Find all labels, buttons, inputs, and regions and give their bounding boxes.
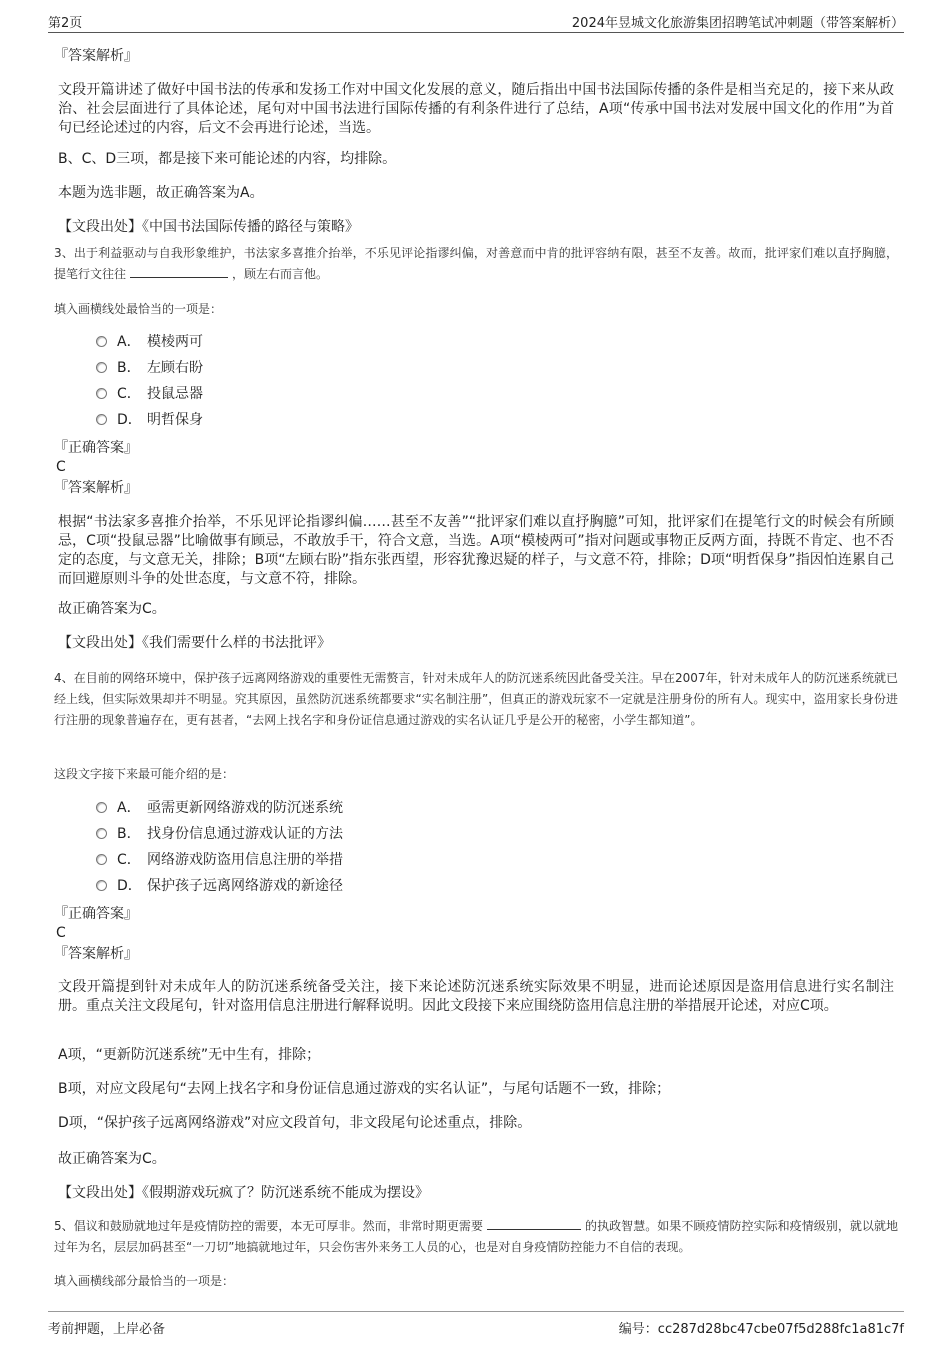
analysis-paragraph: 文段开篇讲述了做好中国书法的传承和发扬工作对中国文化发展的意义，随后指出中国书法国际传播的条件是相当充足的，接下来从政治、社会层面进行了具体论述，尾句对中国书法进行国际传播的有利条件进行了总结，A项“传承中国书法对发展中国文化的作用”为首句已经论述过的内容，后文不会再进行论述，当选。 — [58, 82, 894, 136]
analysis-paragraph: B、C、D三项，都是接下来可能论述的内容，均排除。 — [58, 151, 397, 167]
stem-text: 的执政智慧。如果不顾疫情防控实际和疫情级别，就以就地过年为名，层层加码甚至“一刀切”地搞就地过年，只会伤害外来务工人员的心，也是对自身疫情防控能力不自信的表现。 — [54, 1219, 898, 1254]
analysis-paragraph: 文段开篇提到针对未成年人的防沉迷系统备受关注，接下来论述防沉迷系统实际效果不明显，进而论述原因是盗用信息进行实名制注册。重点关注文段尾句，针对盗用信息注册进行解释说明。因此文段接下来应围绕防盗用信息注册的举措展开论述，对应C项。 — [58, 979, 894, 1014]
stem-text: 5、倡议和鼓励就地过年是疫情防控的需要，本无可厚非。然而，非常时期更需要 — [54, 1219, 483, 1233]
option-letter: A． — [117, 334, 141, 350]
page-number: 第2页 — [48, 16, 83, 31]
fill-blank — [487, 1217, 581, 1230]
analysis-paragraph: 故正确答案为C。 — [58, 1151, 166, 1167]
option-b[interactable] — [96, 824, 343, 844]
answer-label: 『正确答案』 — [54, 906, 138, 922]
option-text: 找身份信息通过游戏认证的方法 — [147, 826, 343, 842]
analysis-paragraph: B项，对应文段尾句“去网上找名字和身份证信息通过游戏的实名认证”，与尾句话题不一致，排除； — [58, 1081, 671, 1097]
analysis-paragraph: 本题为选非题，故正确答案为A。 — [58, 185, 264, 201]
option-d[interactable] — [96, 410, 203, 430]
source-citation: 【文段出处】《我们需要什么样的书法批评》 — [58, 635, 331, 651]
question-stem — [54, 1216, 898, 1258]
document-title: 2024年昱城文化旅游集团招聘笔试冲刺题（带答案解析） — [571, 16, 904, 31]
option-letter: D． — [117, 412, 142, 428]
analysis-paragraph: D项，“保护孩子远离网络游戏”对应文段首句，非文段尾句论述重点，排除。 — [58, 1115, 532, 1131]
page-header — [48, 8, 904, 33]
radio-button[interactable] — [96, 388, 107, 399]
option-letter: C． — [117, 386, 141, 402]
option-text: 明哲保身 — [147, 412, 203, 428]
correct-answer: C — [56, 459, 66, 475]
question-prompt: 这段文字接下来最可能介绍的是： — [54, 767, 235, 781]
option-c[interactable] — [96, 850, 343, 870]
analysis-label: 『答案解析』 — [54, 480, 138, 496]
option-letter: B． — [117, 826, 141, 842]
option-text: 投鼠忌器 — [147, 386, 203, 402]
footer-slogan: 考前押题，上岸必备 — [48, 1322, 166, 1337]
question-prompt: 填入画横线部分最恰当的一项是： — [54, 1274, 235, 1288]
radio-button[interactable] — [96, 828, 107, 839]
option-text: 模棱两可 — [147, 334, 203, 350]
option-letter: B． — [117, 360, 141, 376]
stem-text: 3、出于利益驱动与自我形象维护，书法家多喜推介抬举，不乐见评论指谬纠偏，对善意而中肯的批评容纳有限，甚至不友善。故而，批评家们难以直抒胸臆，提笔行文往往 — [54, 246, 898, 281]
page-footer — [48, 1311, 904, 1340]
correct-answer: C — [56, 925, 66, 941]
option-a[interactable] — [96, 798, 343, 818]
option-b[interactable] — [96, 358, 203, 378]
analysis-paragraph: A项，“更新防沉迷系统”无中生有，排除； — [58, 1047, 321, 1063]
option-text: 左顾右盼 — [147, 360, 203, 376]
radio-button[interactable] — [96, 802, 107, 813]
question-prompt: 填入画横线处最恰当的一项是： — [54, 302, 223, 316]
fill-blank — [130, 265, 228, 278]
radio-button[interactable] — [96, 362, 107, 373]
option-d[interactable] — [96, 876, 343, 896]
analysis-label: 『答案解析』 — [54, 946, 138, 962]
option-c[interactable] — [96, 384, 203, 404]
radio-button[interactable] — [96, 414, 107, 425]
option-text: 网络游戏防盗用信息注册的举措 — [147, 852, 343, 868]
option-letter: A． — [117, 800, 141, 816]
option-text: 保护孩子远离网络游戏的新途径 — [147, 878, 343, 894]
option-a[interactable] — [96, 332, 203, 352]
analysis-label: 『答案解析』 — [54, 48, 138, 64]
analysis-paragraph: 故正确答案为C。 — [58, 601, 166, 617]
analysis-paragraph: 根据“书法家多喜推介抬举，不乐见评论指谬纠偏……甚至不友善”“批评家们难以直抒胸臆”可知，批评家们在提笔行文的时候会有所顾忌，C项“投鼠忌器”比喻做事有顾忌，不敢放手干，符合文意，当选。A项“模棱两可”指对问题或事物正反两方面，持既不肯定、也不否定的态度，与文意无关，排除；B项“左顾右盼”指东张西望，形容犹豫迟疑的样子，与文意不符，排除；D项“明哲保身”指因怕连累自己而回避原则斗争的处世态度，与文意不符，排除。 — [58, 514, 894, 587]
stem-text: ，顾左右而言他。 — [232, 267, 329, 281]
option-letter: C． — [117, 852, 141, 868]
option-text: 亟需更新网络游戏的防沉迷系统 — [147, 800, 343, 816]
source-citation: 【文段出处】《中国书法国际传播的路径与策略》 — [58, 219, 359, 235]
radio-button[interactable] — [96, 854, 107, 865]
option-letter: D． — [117, 878, 142, 894]
question-stem: 4、在目前的网络环境中，保护孩子远离网络游戏的重要性无需赘言，针对未成年人的防沉迷系统因此备受关注。早在2007年，针对未成年人的防沉迷系统就已经上线，但实际效果却并不明显。究其原因，虽然防沉迷系统都要求“实名制注册”，但真正的游戏玩家不一定就是注册身份的所有人。现实中，盗用家长身份进行注册的现象普遍存在，更有甚者，“去网上找名字和身份证信息通过游戏的实名认证几乎是公开的秘密，小学生都知道”。 — [54, 671, 898, 727]
source-citation: 【文段出处】《假期游戏玩疯了？防沉迷系统不能成为摆设》 — [58, 1185, 429, 1201]
radio-button[interactable] — [96, 336, 107, 347]
question-stem — [54, 243, 898, 285]
document-code: 编号：cc287d28bc47cbe07f5d288fc1a81c7f — [618, 1322, 904, 1337]
radio-button[interactable] — [96, 880, 107, 891]
answer-label: 『正确答案』 — [54, 440, 138, 456]
